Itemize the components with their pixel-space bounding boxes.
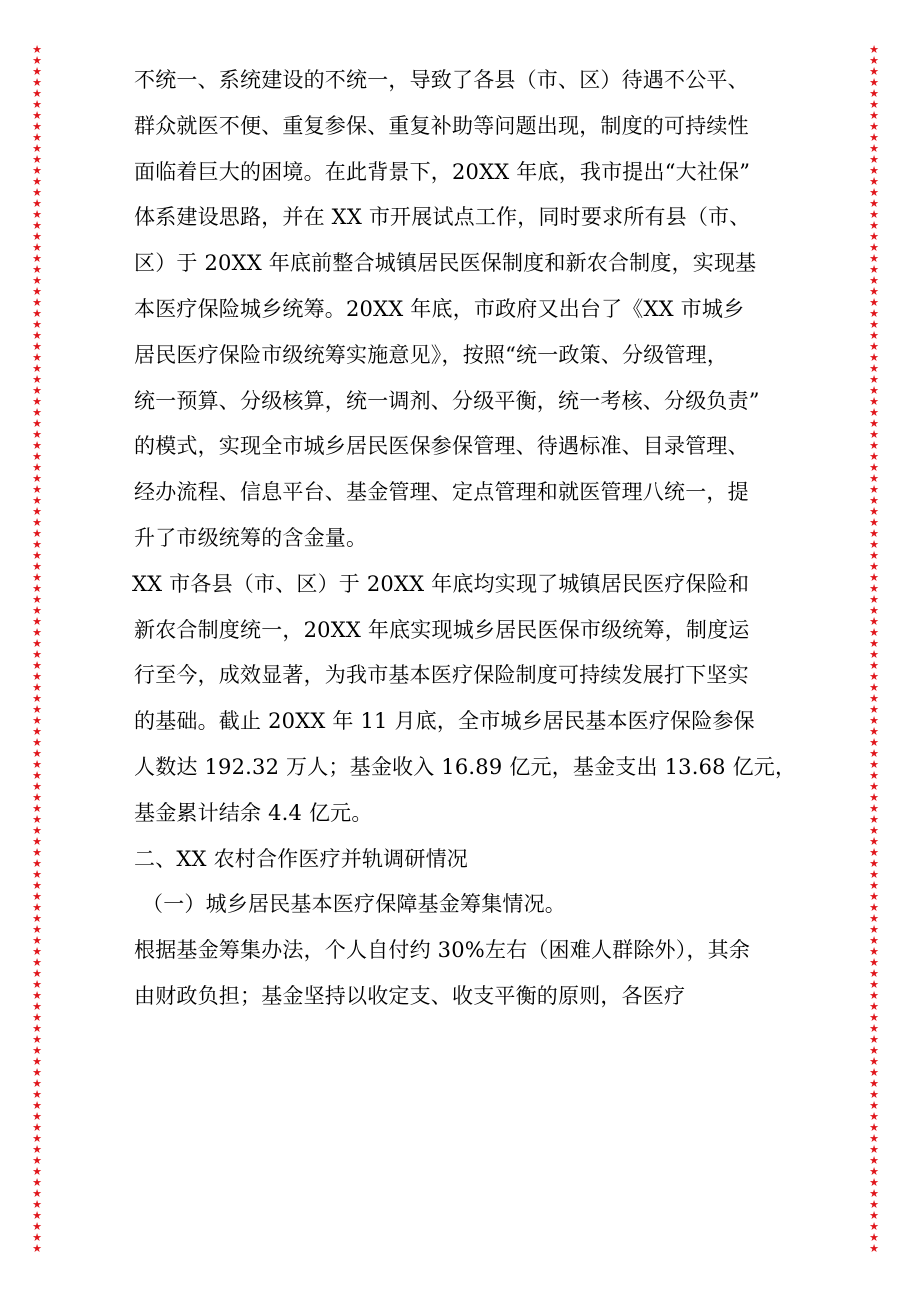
text-line: 本医疗保险城乡统筹。20XX 年底，市政府又出台了《XX 市城乡 [134, 296, 745, 321]
text-line: 人数达 192.32 万人；基金收入 16.89 亿元，基金支出 13.68 亿元， [134, 754, 797, 779]
text-line: 的基础。截止 20XX 年 11 月底，全市城乡居民基本医疗保险参保 [134, 709, 755, 734]
text-line: 居民医疗保险市级统筹实施意见》，按照“统一政策、分级管理， [134, 342, 729, 367]
text-line: XX 市各县（市、区）于 20XX 年底均实现了城镇居民医疗保险和 [132, 571, 750, 596]
right-star-border: ★ ★ ★ ★ ★ ★ ★ ★ ★ ★ ★ ★ ★ ★ ★ ★ ★ ★ ★ ★ ★ ★ ★ ★ ★ ★ ★ ★ ★ ★ ★ ★ ★ ★ ★ ★ ★ ★ ★ ★ ★ ★ ★ ★ ★ ★ ★ ★ ★ ★ ★ ★ ★ ★ ★ ★ ★ ★ ★ ★ ★ ★ ★ ★ ★ ★ ★ ★ ★ ★ ★ ★ ★ ★ ★ ★ ★ ★ ★ ★ ★ ★ ★ ★ ★ ★ ★ ★ ★ ★ ★ ★ ★ ★ ★ ★ ★ ★ ★ ★ ★ ★ ★ ★ ★ ★ ★ ★ ★ ★ [869, 44, 879, 1254]
document-body [134, 58, 814, 1020]
text-line: 区）于 20XX 年底前整合城镇居民医保制度和新农合制度，实现基 [134, 251, 757, 276]
text-line: 经办流程、信息平台、基金管理、定点管理和就医管理八统一，提 [134, 480, 749, 505]
text-line: 由财政负担；基金坚持以收定支、收支平衡的原则，各医疗 [134, 983, 686, 1008]
text-line: 行至今，成效显著，为我市基本医疗保险制度可持续发展打下坚实 [134, 663, 749, 688]
text-line: 体系建设思路，并在 XX 市开展试点工作，同时要求所有县（市、 [134, 205, 751, 230]
text-line: 根据基金筹集办法，个人自付约 30%左右（困难人群除外），其余 [134, 938, 751, 963]
text-line: 的模式，实现全市城乡居民医保参保管理、待遇标准、目录管理、 [134, 434, 749, 459]
subsection-heading: （一）城乡居民基本医疗保障基金筹集情况。 [142, 892, 566, 917]
text-line: 面临着巨大的困境。在此背景下，20XX 年底，我市提出“大社保” [134, 159, 751, 184]
left-star-border: ★ ★ ★ ★ ★ ★ ★ ★ ★ ★ ★ ★ ★ ★ ★ ★ ★ ★ ★ ★ ★ ★ ★ ★ ★ ★ ★ ★ ★ ★ ★ ★ ★ ★ ★ ★ ★ ★ ★ ★ ★ ★ ★ ★ ★ ★ ★ ★ ★ ★ ★ ★ ★ ★ ★ ★ ★ ★ ★ ★ ★ ★ ★ ★ ★ ★ ★ ★ ★ ★ ★ ★ ★ ★ ★ ★ ★ ★ ★ ★ ★ ★ ★ ★ ★ ★ ★ ★ ★ ★ ★ ★ ★ ★ ★ ★ ★ ★ ★ ★ ★ ★ ★ ★ ★ ★ ★ ★ ★ ★ [32, 44, 42, 1254]
text-line: 群众就医不便、重复参保、重复补助等问题出现，制度的可持续性 [134, 113, 749, 138]
text-line: 新农合制度统一，20XX 年底实现城乡居民医保市级统筹，制度运 [134, 617, 750, 642]
text-line: 基金累计结余 4.4 亿元。 [134, 800, 373, 825]
section-heading: 二、XX 农村合作医疗并轨调研情况 [134, 846, 468, 871]
text-line: 不统一、系统建设的不统一，导致了各县（市、区）待遇不公平、 [134, 68, 749, 92]
text-line: 统一预算、分级核算，统一调剂、分级平衡，统一考核、分级负责” [134, 388, 760, 413]
text-line: 升了市级统筹的含金量。 [134, 525, 368, 550]
